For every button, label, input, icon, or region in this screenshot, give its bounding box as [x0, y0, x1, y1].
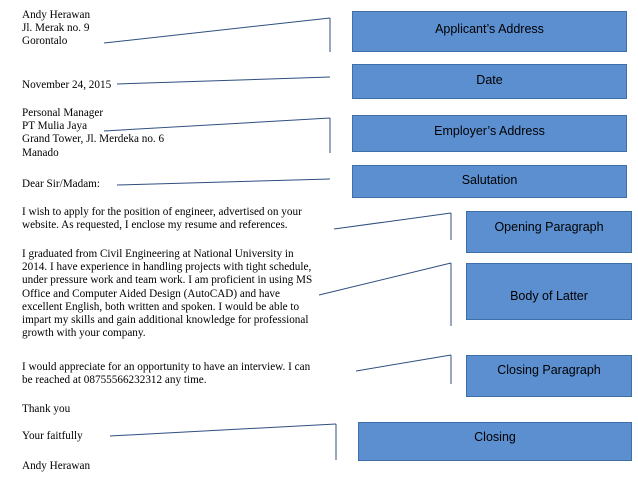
sender-street: Jl. Merak no. 9: [22, 22, 90, 35]
label-employer-address: Employer’s Address: [352, 115, 627, 152]
salutation-text: Dear Sir/Madam:: [22, 178, 100, 190]
opening-line: I wish to apply for the position of engineer, advertised on your: [22, 206, 302, 218]
sender-city: Gorontalo: [22, 35, 68, 48]
line-salutation: [117, 179, 330, 185]
sender-address: [22, 9, 90, 49]
sender-name: Andy Herawan: [22, 9, 91, 21]
employer-street: Grand Tower, Jl. Merdeka no. 6: [22, 133, 165, 146]
body-line: excellent English, both written and spoken. I would be able to: [22, 300, 300, 313]
label-salutation: Salutation: [352, 165, 627, 198]
line-date: [117, 77, 330, 84]
opening-paragraph-text: [22, 206, 342, 232]
label-applicant-address: Applicant’s Address: [352, 11, 627, 52]
employer-city: Manado: [22, 146, 59, 159]
line-opening-paragraph: [334, 213, 451, 229]
closing-line: I would appreciate for an opportunity to have an interview. I can: [22, 361, 311, 373]
thanks-text: Thank you: [22, 403, 71, 415]
employer-company: PT Mulia Jaya: [22, 120, 88, 133]
employer-address: [22, 107, 164, 160]
body-line: under pressure work and team work. I am proficient in using MS: [22, 274, 313, 287]
line-applicant-address: [104, 18, 330, 43]
closing-paragraph-text: [22, 361, 342, 387]
complimentary-close: Your faitfully: [22, 430, 83, 442]
signature-name: Andy Herawan: [22, 460, 91, 472]
body-line: growth with your company.: [22, 327, 146, 340]
label-closing: Closing: [358, 422, 632, 461]
label-date: Date: [352, 64, 627, 99]
body-line: 2014. I have experience in handling projects with tight schedule,: [22, 261, 312, 274]
body-paragraph-text: [22, 248, 342, 340]
closing-line: be reached at 08755566232312 any time.: [22, 374, 207, 387]
body-line: impart my skills and gain additional knowledge for professional: [22, 314, 309, 327]
body-line: I graduated from Civil Engineering at National University in: [22, 248, 294, 260]
opening-line: website. As requested, I enclose my resume and references.: [22, 219, 288, 232]
body-line: Office and Computer Aided Design (AutoCAD) and have: [22, 287, 280, 300]
letter-date: November 24, 2015: [22, 79, 112, 91]
line-closing-paragraph: [356, 355, 451, 371]
label-opening-paragraph: Opening Paragraph: [466, 211, 632, 253]
label-closing-paragraph: Closing Paragraph: [466, 355, 632, 397]
label-body: Body of Latter: [466, 263, 632, 320]
line-closing: [110, 424, 336, 436]
employer-title: Personal Manager: [22, 107, 104, 119]
